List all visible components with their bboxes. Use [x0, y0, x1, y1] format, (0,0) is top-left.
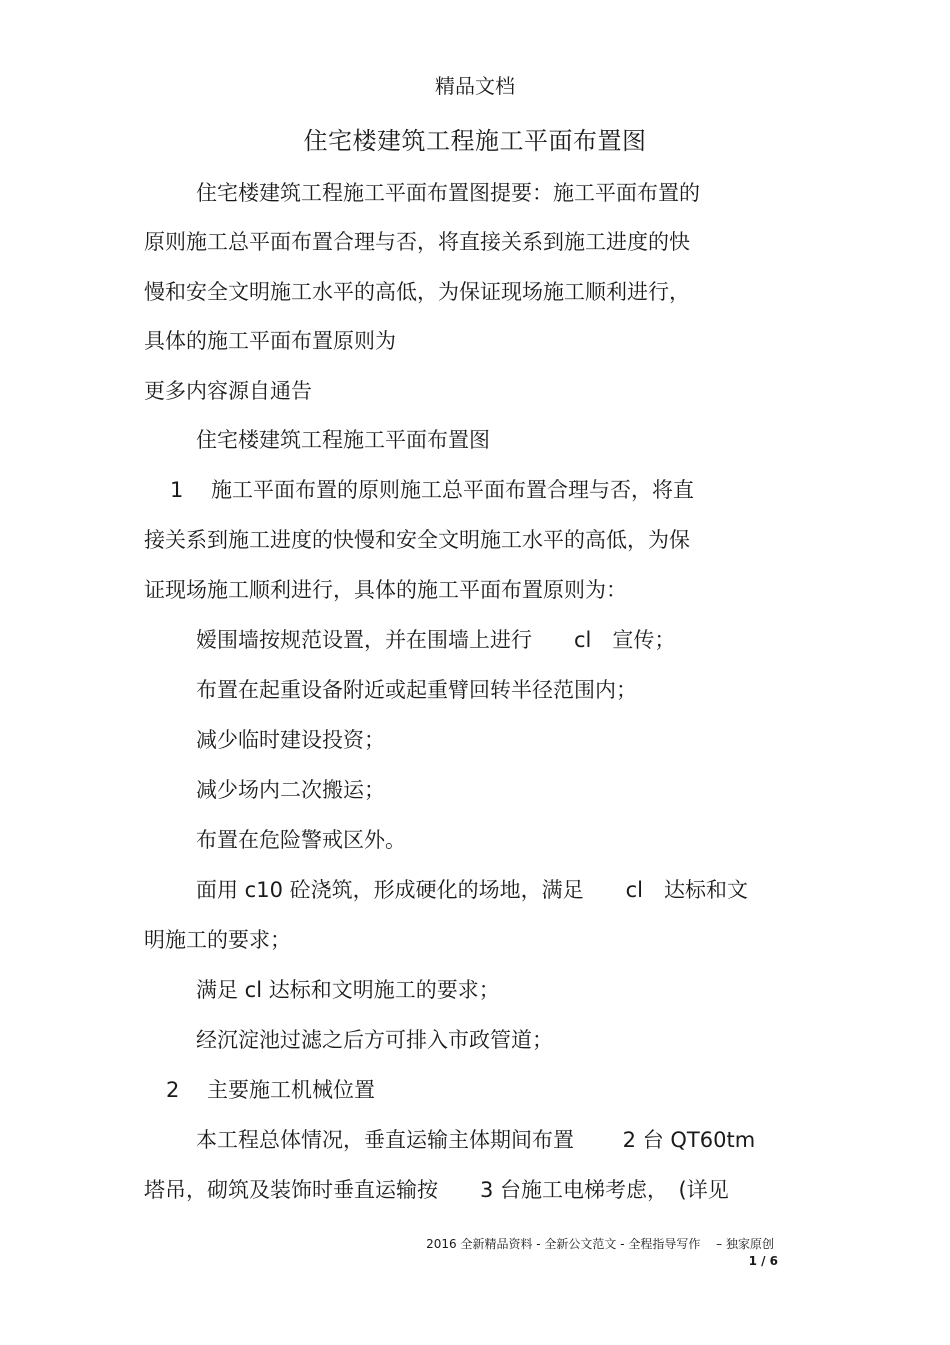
body-line: 布置在起重设备附近或起重臂回转半径范围内；: [196, 678, 637, 702]
body-line: 明施工的要求；: [144, 928, 291, 952]
body-line: 面用 c10 砼浇筑，形成硬化的场地，满足 cl 达标和文: [196, 878, 748, 902]
body-line: 具体的施工平面布置原则为: [144, 329, 396, 353]
page-number: 1 / 6: [748, 1254, 778, 1268]
body-line: 满足 cl 达标和文明施工的要求；: [196, 978, 500, 1002]
header-label: 精品文档: [435, 74, 515, 98]
body-line: 本工程总体情况，垂直运输主体期间布置 2 台 QT60tm: [196, 1128, 756, 1152]
body-line: 住宅楼建筑工程施工平面布置图提要：施工平面布置的: [196, 181, 700, 205]
body-line: 经沉淀池过滤之后方可排入市政管道；: [196, 1028, 553, 1052]
body-line: 减少场内二次搬运；: [196, 778, 385, 802]
body-line: 证现场施工顺利进行，具体的施工平面布置原则为：: [144, 578, 627, 602]
section-heading-2: 2 主要施工机械位置: [166, 1078, 376, 1102]
document-title: 住宅楼建筑工程施工平面布置图: [303, 127, 647, 155]
section-heading-1: 1 施工平面布置的原则施工总平面布置合理与否，将直: [170, 478, 695, 502]
body-line: 塔吊，砌筑及装饰时垂直运输按 3 台施工电梯考虑， (详见: [144, 1178, 729, 1202]
body-line: 原则施工总平面布置合理与否，将直接关系到施工进度的快: [144, 230, 690, 254]
body-line: 嫒围墙按规范设置，并在围墙上进行 cl 宣传；: [196, 628, 676, 652]
body-line: 接关系到施工进度的快慢和安全文明施工水平的高低，为保: [144, 528, 690, 552]
body-line: 慢和安全文明施工水平的高低，为保证现场施工顺利进行，: [144, 280, 690, 304]
body-line: 更多内容源自通告: [144, 379, 312, 403]
footer-text: 2016 全新精品资料 - 全新公文范文 - 全程指导写作 – 独家原创: [426, 1237, 774, 1251]
body-line: 减少临时建设投资；: [196, 728, 385, 752]
body-line: 布置在危险警戒区外。: [196, 828, 406, 852]
body-line: 住宅楼建筑工程施工平面布置图: [196, 428, 490, 452]
